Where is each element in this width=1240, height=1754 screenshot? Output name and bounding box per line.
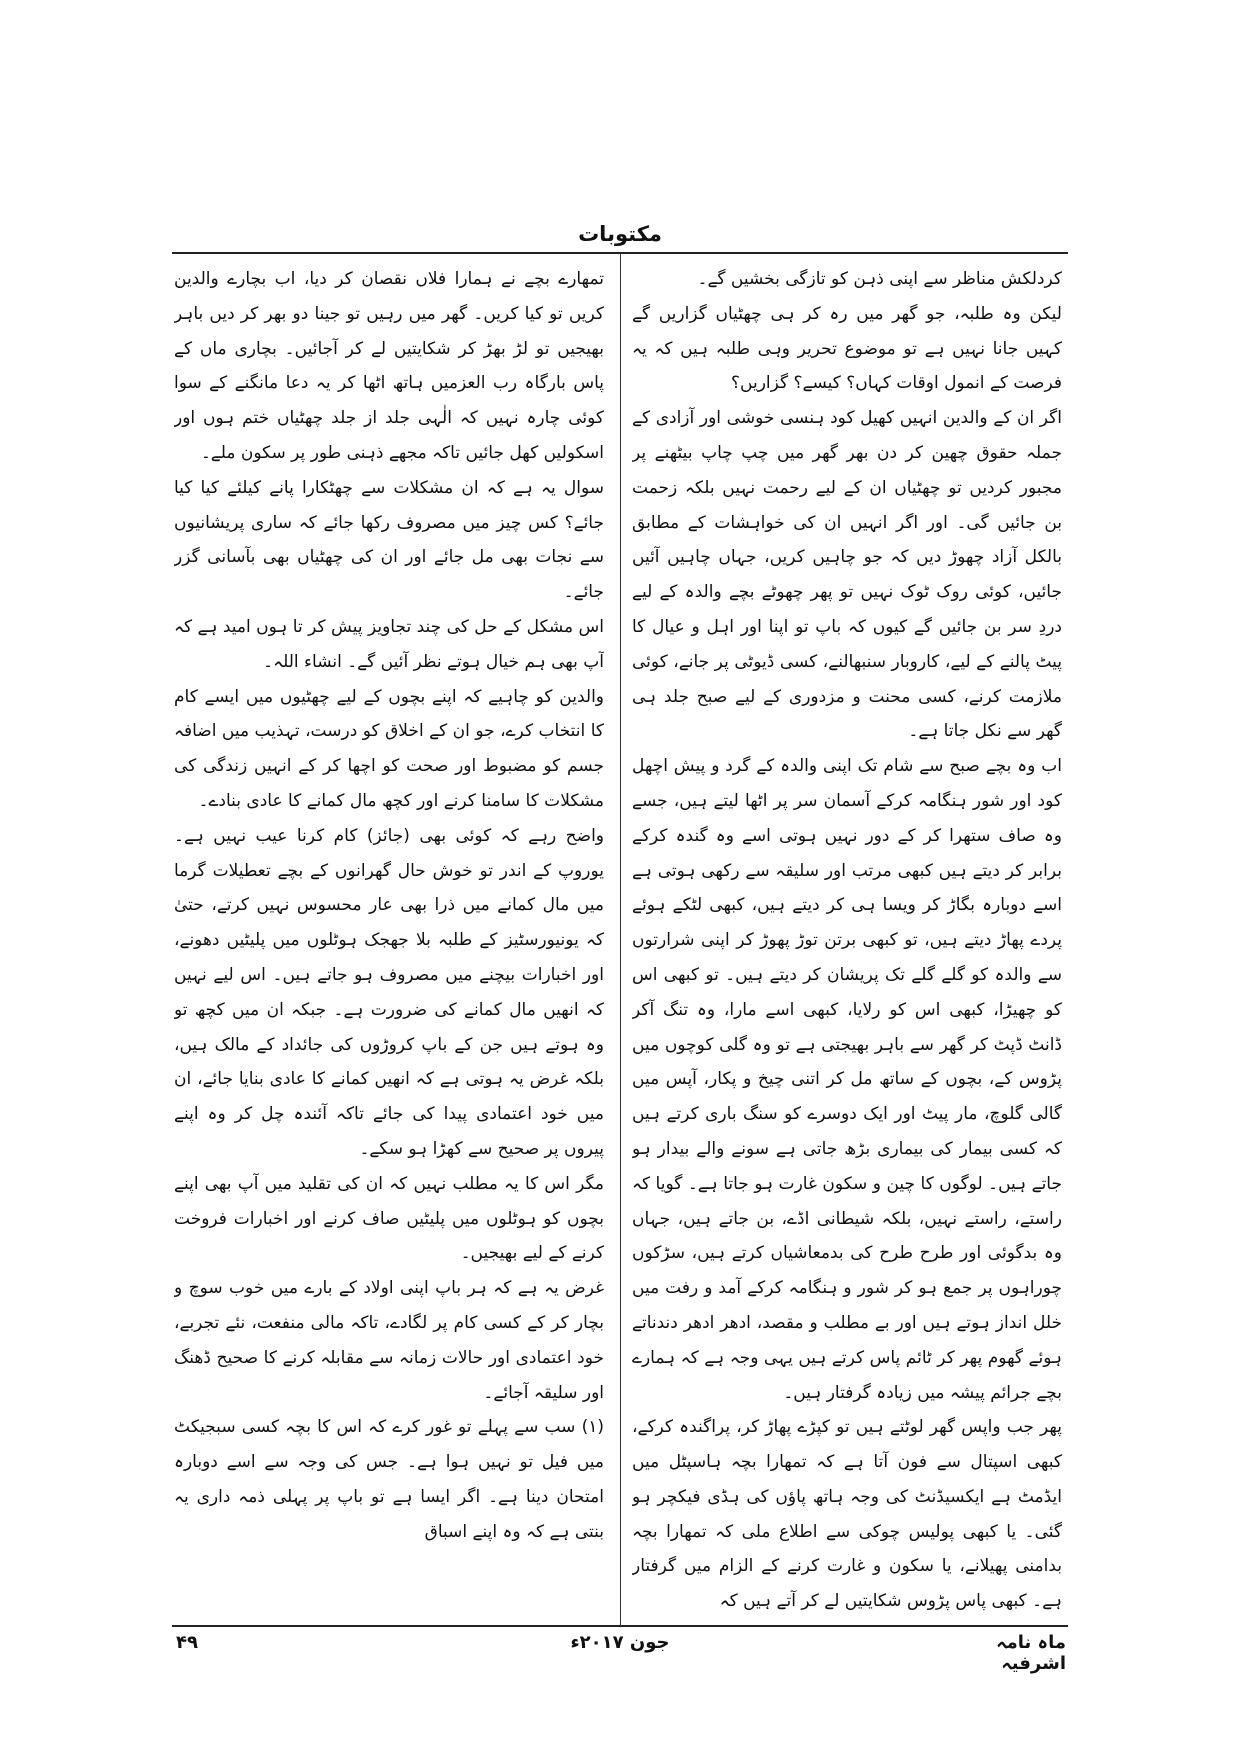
- text-column-right: [632, 262, 1062, 1617]
- column-divider: [620, 253, 621, 1625]
- paragraph: اس مشکل کے حل کی چند تجاویز پیش کر تا ہوں امید ہے کہ آپ بھی ہم خیال ہوتے نظر آئیں گے۔ انشاء اللہ۔: [174, 616, 604, 672]
- paragraph: واضح رہے کہ کوئی بھی (جائز) کام کرنا عیب نہیں ہے۔ یوروپ کے اندر تو خوش حال گھرانوں کے بچے تعطیلات گرما میں مال کمانے میں ذرا بھی عار محسوس نہیں کرتے، حتیٰ کہ یونیورسٹیز کے طلبہ بلا جھجک ہوٹلوں میں پلیٹیں دھونے، اور اخبارات بیچنے میں مصروف ہو جاتے ہیں۔ اس لیے نہیں کہ انھیں مال کمانے کی ضرورت ہے۔ جبکہ ان میں کچھ تو وہ ہوتے ہیں جن کے باپ کروڑوں کی جائداد کے مالک ہیں، بلکہ غرض یہ ہوتی ہے کہ انھیں کمانے کا عادی بنایا جائے، ان میں خود اعتمادی پیدا کی جائے تاکہ آئندہ چل کر وہ اپنے پیروں پر صحیح سے کھڑا ہو سکے۔: [174, 825, 604, 1159]
- paragraph: والدین کو چاہیے کہ اپنے بچوں کے لیے چھٹیوں میں ایسے کام کا انتخاب کرے، جو ان کے اخلاق کو درست، تہذیب میں اضافہ جسم کو مضبوط اور صحت کو اچھا کر کے انہیں زندگی کی مشکلات کا سامنا کرنے اور کچھ مال کمانے کا عادی بنادے۔: [174, 686, 604, 811]
- paragraph: (۱) سب سے پہلے تو غور کرے کہ اس کا بچہ کسی سبجیکٹ میں فیل تو نہیں ہوا ہے۔ جس کی وجہ سے اسے دوبارہ امتحان دینا ہے۔ اگر ایسا ہے تو باپ پر پہلی ذمہ داری یہ بنتی ہے کہ وہ اپنے اسباق: [174, 1417, 604, 1542]
- page-number: ۴۹: [176, 1632, 198, 1653]
- paragraph: سوال یہ ہے کہ ان مشکلات سے چھٹکارا پانے کیلئے کیا کیا جائے؟ کس چیز میں مصروف رکھا جائے کہ ساری پریشانیوں سے نجات بھی مل جائے اور ان کی چھٹیاں بھی بآسانی گزر جائے۔: [174, 477, 604, 603]
- paragraph: تمھارے بچے نے ہمارا فلاں نقصان کر دیا، اب بچارے والدین کریں تو کیا کریں۔ گھر میں رہیں تو جینا دو بھر کر دیں باہر بھیجیں تو لڑ بھڑ کر شکایتیں لے کر آجائیں۔ بچاری ماں کے پاس بارگاہ رب العزمیں ہاتھ اٹھا کر یہ دعا مانگنے کے سوا کوئی چارہ نہیں کہ الٰہی جلد از جلد چھٹیاں ختم ہوں اور اسکولیں کھل جائیں تاکہ مجھے ذہنی طور پر سکون ملے۔: [174, 269, 604, 463]
- paragraph: غرض یہ ہے کہ ہر باپ اپنی اولاد کے بارے میں خوب سوچ و بچار کر کے کسی کام پر لگادے، تاکہ مالی منفعت، نئے تجربے، خود اعتمادی اور حالات زمانہ سے مقابلہ کرنے کا صحیح ڈھنگ اور سلیقہ آجائے۔: [174, 1278, 604, 1403]
- page-title: مکتوبات: [578, 222, 662, 246]
- paragraph: لیکن وہ طلبہ، جو گھر میں رہ کر ہی چھٹیاں گزاریں گے کہیں جانا نہیں ہے تو موضوع تحریر وہی طلبہ ہیں کہ یہ فرصت کے انمول اوقات کہاں؟ کیسے؟ گزاریں؟: [632, 303, 1062, 394]
- text-column-left: [174, 262, 604, 1617]
- footer-rule: [172, 1625, 1068, 1627]
- paragraph: مگر اس کا یہ مطلب نہیں کہ ان کی تقلید میں آپ بھی اپنے بچوں کو ہوٹلوں میں پلیٹیں صاف کرنے اور اخبارات فروخت کرنے کے لیے بھیجیں۔: [174, 1173, 604, 1264]
- issue-date: جون ۲۰۱۷ء: [570, 1632, 670, 1653]
- paragraph: اب وہ بچے صبح سے شام تک اپنی والدہ کے گرد و پیش اچھل کود اور شور ہنگامہ کرکے آسمان سر پر اٹھا لیتے ہیں، جسے وہ صاف ستھرا کر کے دور نہیں ہوتی اسے وہ گندہ کرکے برابر کر دیتے ہیں کبھی مرتب اور سلیقہ سے رکھی ہوتی ہے اسے دوبارہ بگاڑ کر ویسا ہی کر دیتے ہیں، کبھی لٹکے ہوئے پردے پھاڑ دیتے ہیں، تو کبھی برتن توڑ پھوڑ کر اپنی شرارتوں سے والدہ کو گلے گلے تک پریشان کر دیتے ہیں۔ تو کبھی اس کو چھیڑا، کبھی اس کو رلایا، کبھی اسے مارا، وہ تنگ آکر ڈانٹ ڈپٹ کر گھر سے باہر بھیجتی ہے تو وہ گلی کوچوں میں پڑوس کے، بچوں کے ساتھ مل کر اتنی چیخ و پکار، آپس میں گالی گلوچ، مار پیٹ اور ایک دوسرے کو سنگ باری کرتے ہیں کہ کسی بیمار کی بیماری بڑھ جاتی ہے سونے والے بیدار ہو جاتے ہیں۔ لوگوں کا چین و سکون غارت ہو جاتا ہے۔ گویا کہ راستے، راستے نہیں، بلکہ شیطانی اڈے، بن جاتے ہیں، جہاں وہ بدگوئی اور طرح طرح کی بدمعاشیاں کرتے ہیں، سڑکوں چوراہوں پر جمع ہو کر شور و ہنگامہ کرکے آمد و رفت میں خلل انداز ہوتے ہیں اور بے مطلب و مقصد، ادھر ادھر دندناتے ہوئے گھوم پھر کر ٹائم پاس کرتے ہیں یہی وجہ ہے کہ ہمارے بچے جرائم پیشہ میں زیادہ گرفتار ہیں۔: [632, 756, 1062, 1403]
- paragraph: اگر ان کے والدین انہیں کھیل کود ہنسی خوشی اور آزادی کے جملہ حقوق چھین کر دن بھر گھر میں چپ چاپ بیٹھنے پر مجبور کردیں تو چھٹیاں ان کے لیے رحمت نہیں بلکہ زحمت بن جائیں گی۔ اور اگر انہیں ان کی خواہشات کے مطابق بالکل آزاد چھوڑ دیں کہ جو چاہیں کریں، جہاں چاہیں آئیں جائیں، کوئی روک ٹوک نہیں تو پھر چھوٹے بچے والدہ کے لیے دردِ سر بن جائیں گے کیوں کہ باپ تو اپنا اور اہل و عیال کا پیٹ پالنے کے لیے، کاروبار سنبھالنے، کسی ڈیوٹی پر جانے، کوئی ملازمت کرنے، کسی محنت و مزدوری کے لیے صبح جلد ہی گھر سے نکل جاتا ہے۔: [632, 408, 1062, 742]
- paragraph: کردلکش مناظر سے اپنی ذہن کو تازگی بخشیں گے۔: [697, 269, 1062, 289]
- paragraph: پھر جب واپس گھر لوٹتے ہیں تو کپڑے پھاڑ کر، پراگندہ کرکے، کبھی اسپتال سے فون آتا ہے کہ تمھارا بچہ ہاسپٹل میں ایڈمٹ ہے ایکسیڈنٹ کی وجہ ہاتھ پاؤں کی ہڈی فیکچر ہو گئی۔ یا کبھی پولیس چوکی سے اطلاع ملی کہ تمھارا بچہ بدامنی پھیلانے، یا سکون و غارت کرنے کے الزام میں گرفتار ہے۔ کبھی پاس پڑوس شکایتیں لے کر آتے ہیں کہ: [632, 1417, 1062, 1612]
- magazine-name: ماہ نامہ اشرفیہ: [996, 1632, 1066, 1674]
